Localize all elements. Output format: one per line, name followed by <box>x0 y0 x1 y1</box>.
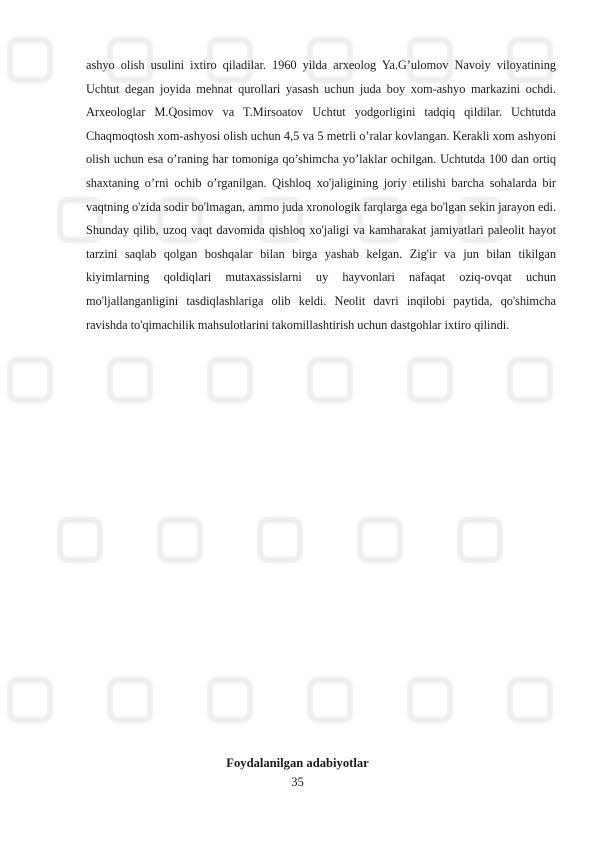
body-text-block <box>86 54 556 337</box>
references-heading: Foydalanilgan adabiyotlar <box>226 756 369 770</box>
page-number: 35 <box>291 775 304 789</box>
body-paragraph: ashyo olish usulini ixtiro qiladilar. 1960 yilda arxeolog Ya.G’ulomov Navoiy viloyatining Uchtut degan joyida mehnat qurollari yasash uchun juda boy xom-ashyo markazini ochdi. Arxeologlar M.Qosimov va T.Mirsoatov Uchtut yodgorligini tadqiq qildilar. Uchtutda Chaqmoqtosh xom-ashyosi olish uchun 4,5 va 5 metrli o’ralar kovlangan. Kerakli xom ashyoni olish uchun esa o’raning har tomoniga qo’shimcha yo’laklar ochilgan. Uchtutda 100 dan ortiq shaxtaning o’rni ochib o’rganilgan. Qishloq xo'jaligining joriy etilishi barcha sohalarda bir vaqtning o'zida sodir bo'lmagan, ammo juda xronologik farqlarga ega bo'lgan sekin jarayon edi. Shunday qilib, uzoq vaqt davomida qishloq xo'jaligi va kamharakat jamiyatlari paleolit hayot tarzini saqlab qolgan boshqalar bilan birga yashab kelgan. Zig'ir va jun bilan tikilgan kiyimlarning qoldiqlari mutaxassislarni uy hayvonlari nafaqat oziq-ovqat uchun mo'ljallanganligini tasdiqlashlariga olib keldi. Neolit davri inqilobi paytida, qo'shimcha ravishda to'qimachilik mahsulotlarini takomillashtirish uchun dastgohlar ixtiro qilindi. <box>86 58 556 332</box>
